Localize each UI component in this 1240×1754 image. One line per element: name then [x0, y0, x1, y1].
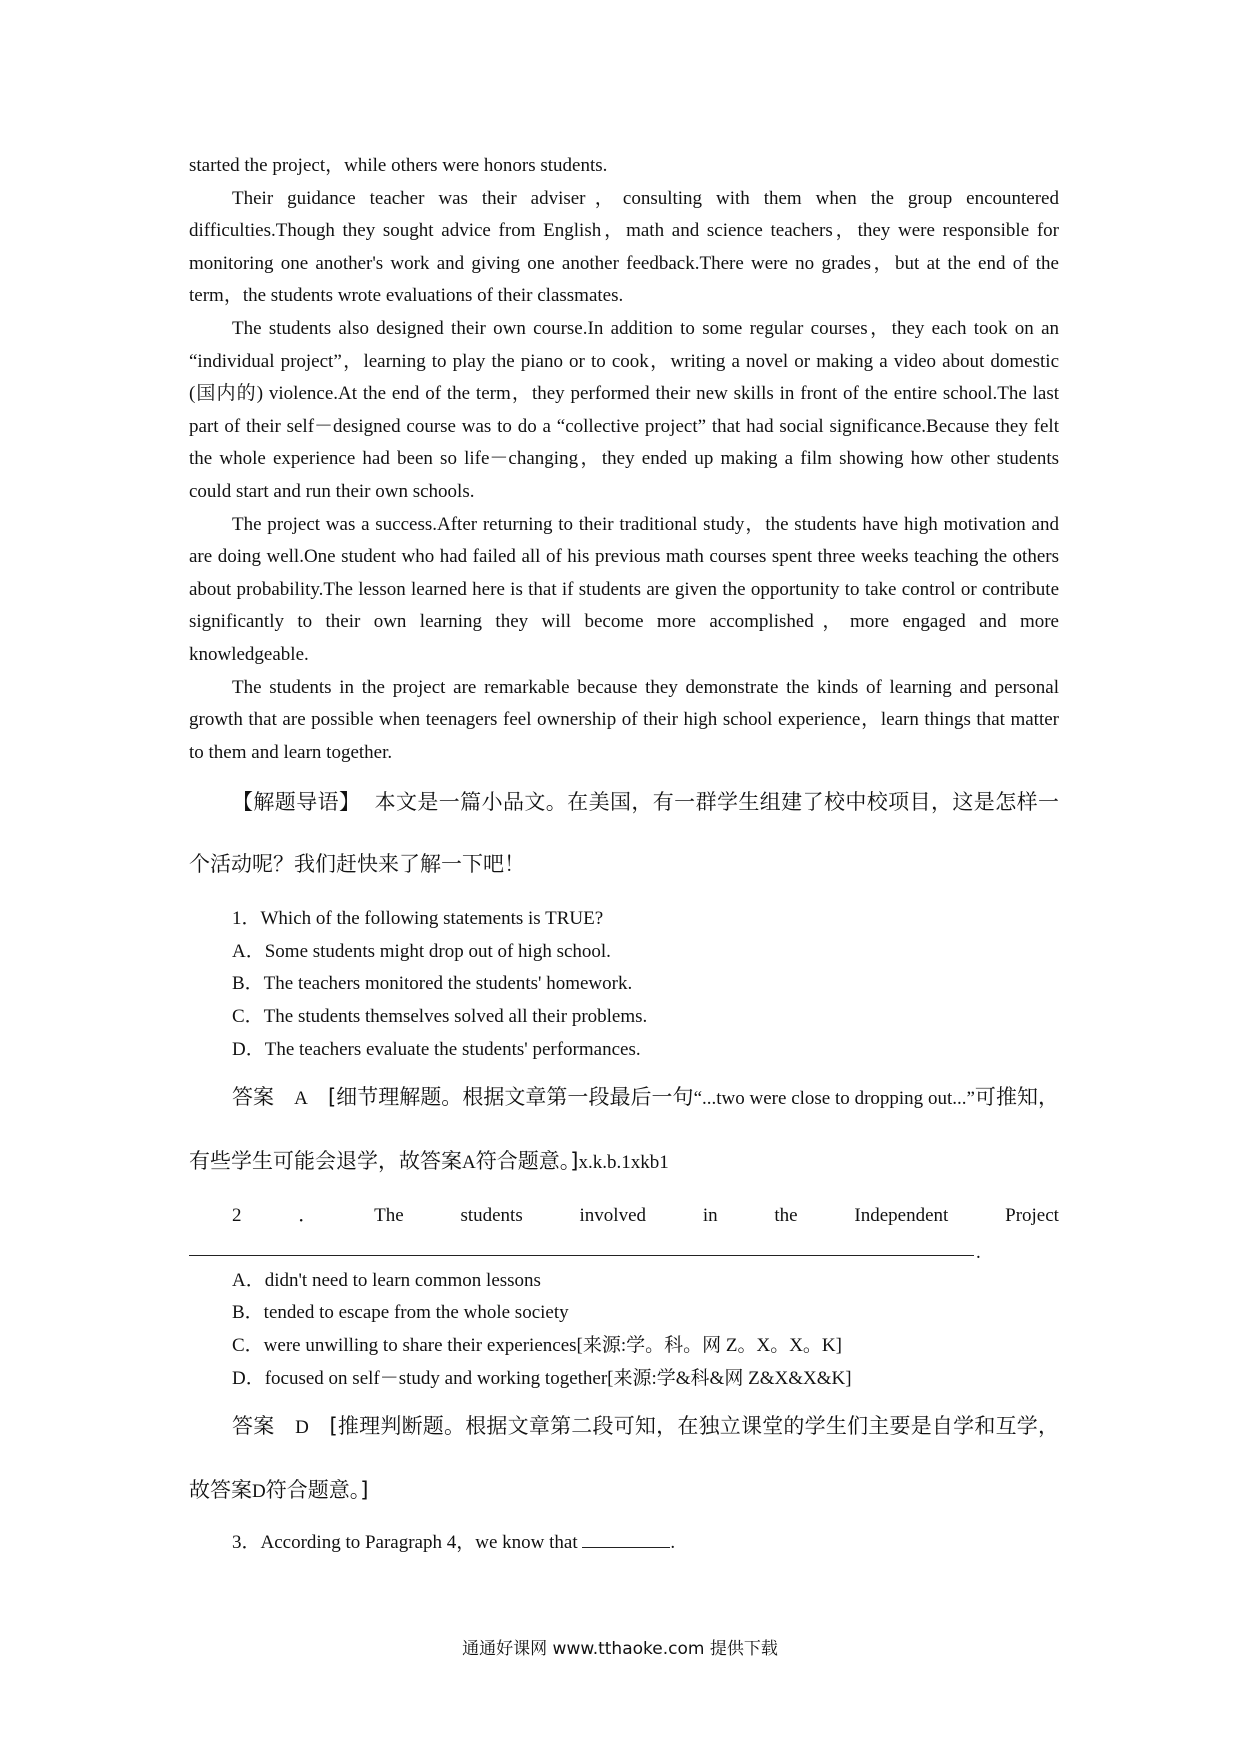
question-1-answer: [189, 1066, 1059, 1194]
stem-word: the: [774, 1205, 798, 1227]
passage-paragraph-4: The students in the project are remarkable because they demonstrate the kinds of learning and personal growth that are possible when teenagers feel ownership of their high school experience，learn things that matter to them and learn together.: [189, 676, 1059, 763]
question-1-option-b: B．The teachers monitored the students' homework.: [232, 973, 633, 995]
passage-paragraph-2: The students also designed their own course.In addition to some regular courses，they each took on an “individual project”，learning to play the piano or to cook，writing a novel or making a video about domestic (国内的) violence.At the end of the term，they performed their new skills in front of the entire school.The last part of their self－designed course was to do a “collective project” that had social significance.Because they felt the whole experience had been so life－changing，they ended up making a film showing how other students could start and run their own schools.: [189, 317, 1059, 502]
stem-word: in: [702, 1205, 718, 1227]
question-1-option-a: A．Some students might drop out of high school.: [232, 940, 611, 962]
stem-word: The: [374, 1205, 404, 1227]
answer-letter-2: D: [252, 1481, 266, 1503]
answer-letter: A: [294, 1088, 308, 1110]
question-2-answer: [189, 1395, 1059, 1523]
stem-word: ．: [298, 1205, 318, 1227]
stem-word: Independent: [854, 1205, 949, 1227]
question-3-end-mark: .: [670, 1532, 676, 1554]
answer-explanation-3: 符合题意。]: [475, 1149, 579, 1174]
passage-paragraph-0: started the project，while others were honors students.: [189, 155, 608, 176]
question-3-stem: 3．According to Paragraph 4，we know that: [232, 1532, 578, 1554]
answer-explanation-2: 可推知，有些学生可能会退学，故答案: [189, 1085, 1059, 1174]
question-2-option-d: D．focused on self－study and working together[来源:学&科&网 Z&X&X&K]: [232, 1367, 852, 1389]
question-2-option-a: A．didn't need to learn common lessons: [232, 1269, 541, 1291]
stem-word: 2: [232, 1205, 242, 1227]
stem-word: students: [460, 1205, 523, 1227]
question-3-blank: [582, 1529, 670, 1548]
question-1-stem: 1．Which of the following statements is TRUE?: [232, 908, 604, 930]
guide-text: 本文是一篇小品文。在美国，有一群学生组建了校中校项目，这是怎样一个活动呢？我们赶快来了解一下吧！: [189, 790, 1059, 877]
question-2-option-c: C．were unwilling to share their experiences[来源:学。科。网 Z。X。X。K]: [232, 1335, 842, 1357]
answer-letter: D: [295, 1417, 309, 1439]
guide-section: [189, 771, 1059, 895]
question-3: [232, 1527, 1059, 1560]
answer-letter-2: A: [462, 1152, 476, 1174]
question-1: [189, 903, 1059, 1194]
passage-paragraph-3: The project was a success.After returning to their traditional study，the students have high motivation and are doing well.One student who had failed all of his previous math courses spent three weeks teaching the others about probability.The lesson learned here is that if students are given the opportunity to take control or contribute significantly to their own learning they will become more accomplished，more engaged and more knowledgeable.: [189, 513, 1059, 665]
answer-explanation-1: [推理判断题。根据文章第二段可知，在独立课堂的学生们主要是自学和互学，故答案: [189, 1414, 1059, 1503]
answer-label: 答案: [232, 1414, 275, 1439]
question-1-option-d: D．The teachers evaluate the students' performances.: [232, 1038, 641, 1060]
passage-paragraph-1: Their guidance teacher was their adviser，consulting with them when the group encountered difficulties.Though they sought advice from English，math and science teachers，they were responsible for monitoring one another's work and giving one another feedback.There were no grades，but at the end of the term，the students wrote evaluations of their classmates.: [189, 187, 1059, 307]
question-2-option-b: B．tended to escape from the whole society: [232, 1302, 569, 1324]
answer-blank: [189, 1233, 1059, 1265]
answer-explanation-2: 符合题意。]: [265, 1478, 369, 1503]
question-2-stem: [189, 1200, 1059, 1233]
page-footer: 通通好课网 www.tthaoke.com 提供下载: [462, 1639, 778, 1659]
answer-quote: “...two were close to dropping out...”: [693, 1088, 975, 1110]
blank-end-mark: .: [976, 1241, 981, 1263]
answer-tail: x.k.b.1xkb1: [578, 1152, 669, 1174]
guide-label: 【解题导语】: [232, 790, 361, 815]
document-page: [189, 150, 1059, 1560]
answer-explanation-1: [细节理解题。根据文章第一段最后一句: [327, 1085, 694, 1110]
stem-word: involved: [579, 1205, 647, 1227]
blank-rule: [189, 1255, 974, 1256]
stem-word: Project: [1005, 1205, 1059, 1227]
question-1-option-c: C．The students themselves solved all their problems.: [232, 1006, 648, 1028]
answer-label: 答案: [232, 1085, 275, 1110]
question-2: [189, 1200, 1059, 1523]
